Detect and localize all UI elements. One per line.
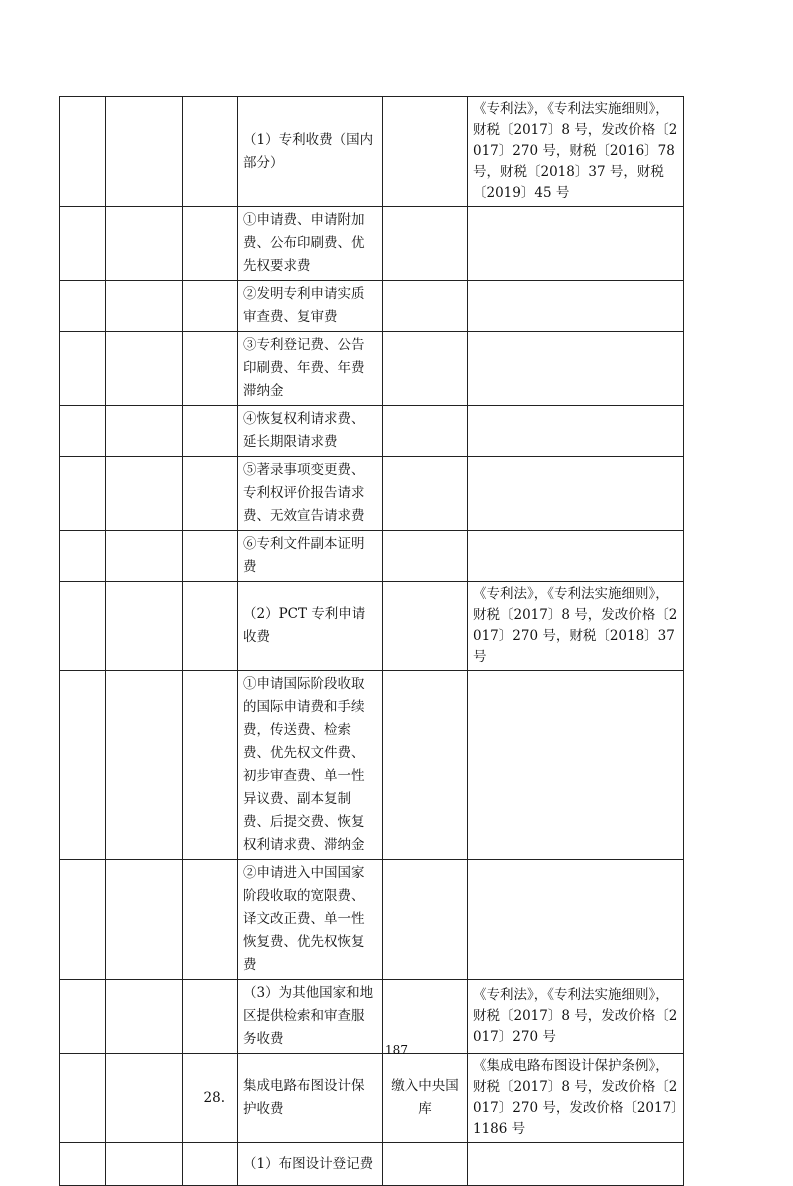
legal-basis-cell: [468, 406, 684, 457]
table-row: [60, 1143, 684, 1186]
col-a-cell: [60, 531, 106, 582]
item-number-cell: [183, 207, 238, 281]
collection-cell: [383, 457, 468, 531]
table-row: [60, 207, 684, 281]
item-number-cell: [183, 281, 238, 332]
col-b-cell: [106, 1143, 183, 1186]
collection-cell: [383, 207, 468, 281]
collection-cell: [383, 332, 468, 406]
legal-basis-cell: 《集成电路布图设计保护条例》，财税〔2017〕8 号，发改价格〔2017〕270 号，发改价格〔2017〕1186 号: [468, 1054, 684, 1143]
fee-name-cell: （1）布图设计登记费: [238, 1143, 383, 1186]
item-number-cell: [183, 582, 238, 671]
page-number: 187: [385, 1043, 408, 1057]
legal-basis-cell: 《专利法》，《专利法实施细则》，财税〔2017〕8 号，发改价格〔2017〕270 号，财税〔2016〕78 号，财税〔2018〕37 号，财税〔2019〕45 号: [468, 97, 684, 207]
legal-basis-cell: [468, 332, 684, 406]
item-number-cell: [183, 332, 238, 406]
collection-cell: [383, 671, 468, 860]
collection-cell: [383, 406, 468, 457]
col-b-cell: [106, 582, 183, 671]
col-a-cell: [60, 97, 106, 207]
col-b-cell: [106, 207, 183, 281]
table-row: [60, 531, 684, 582]
legal-basis-cell: [468, 1143, 684, 1186]
legal-basis-cell: [468, 531, 684, 582]
fee-name-cell: （2）PCT 专利申请收费: [238, 582, 383, 671]
fee-name-cell: ①申请国际阶段收取的国际申请费和手续费，传送费、检索费、优先权文件费、初步审查费、单一性异议费、副本复制费、后提交费、恢复权利请求费、滞纳金: [238, 671, 383, 860]
col-b-cell: [106, 671, 183, 860]
col-b-cell: [106, 860, 183, 980]
collection-cell: [383, 860, 468, 980]
legal-basis-cell: [468, 860, 684, 980]
fee-name-cell: ④恢复权利请求费、延长期限请求费: [238, 406, 383, 457]
table-row: [60, 332, 684, 406]
table-row: [60, 671, 684, 860]
col-a-cell: [60, 1054, 106, 1143]
fee-name-cell: ②申请进入中国国家阶段收取的宽限费、译文改正费、单一性恢复费、优先权恢复费: [238, 860, 383, 980]
legal-basis-cell: [468, 457, 684, 531]
item-number-cell: [183, 531, 238, 582]
fee-name-cell: ⑥专利文件副本证明费: [238, 531, 383, 582]
legal-basis-cell: [468, 671, 684, 860]
table-row: [60, 582, 684, 671]
col-a-cell: [60, 457, 106, 531]
item-number-cell: [183, 97, 238, 207]
legal-basis-cell: [468, 281, 684, 332]
col-a-cell: [60, 582, 106, 671]
table-row: [60, 406, 684, 457]
fee-name-cell: ③专利登记费、公告印刷费、年费、年费滞纳金: [238, 332, 383, 406]
item-number-cell: [183, 406, 238, 457]
col-a-cell: [60, 281, 106, 332]
col-a-cell: [60, 860, 106, 980]
fee-name-cell: ①申请费、申请附加费、公布印刷费、优先权要求费: [238, 207, 383, 281]
item-number-cell: 28.: [183, 1054, 238, 1143]
collection-cell: [383, 582, 468, 671]
col-a-cell: [60, 332, 106, 406]
col-a-cell: [60, 406, 106, 457]
col-b-cell: [106, 406, 183, 457]
col-b-cell: [106, 97, 183, 207]
fee-name-cell: ⑤著录事项变更费、专利权评价报告请求费、无效宣告请求费: [238, 457, 383, 531]
table-row: [60, 97, 684, 207]
fee-name-cell: ②发明专利申请实质审查费、复审费: [238, 281, 383, 332]
col-b-cell: [106, 332, 183, 406]
table-row: [60, 860, 684, 980]
fee-name-cell: （1）专利收费（国内部分）: [238, 97, 383, 207]
col-b-cell: [106, 1054, 183, 1143]
fee-table: [59, 96, 684, 1186]
legal-basis-cell: [468, 207, 684, 281]
legal-basis-cell: 《专利法》，《专利法实施细则》，财税〔2017〕8 号，发改价格〔2017〕270 号，财税〔2018〕37 号: [468, 582, 684, 671]
col-a-cell: [60, 671, 106, 860]
collection-cell: [383, 97, 468, 207]
item-number-cell: [183, 860, 238, 980]
item-number-cell: [183, 1143, 238, 1186]
fee-name-cell: （3）为其他国家和地区提供检索和审查服务收费: [238, 980, 383, 1054]
col-b-cell: [106, 531, 183, 582]
col-a-cell: [60, 207, 106, 281]
collection-cell: [383, 531, 468, 582]
col-b-cell: [106, 457, 183, 531]
item-number-cell: [183, 671, 238, 860]
item-number-cell: [183, 457, 238, 531]
table-row: [60, 281, 684, 332]
table-row: [60, 457, 684, 531]
collection-cell: 缴入中央国库: [383, 1054, 468, 1143]
col-b-cell: [106, 281, 183, 332]
collection-cell: [383, 281, 468, 332]
fee-name-cell: 集成电路布图设计保护收费: [238, 1054, 383, 1143]
table-row: [60, 1054, 684, 1143]
col-a-cell: [60, 1143, 106, 1186]
legal-basis-cell: 《专利法》，《专利法实施细则》，财税〔2017〕8 号，发改价格〔2017〕270 号: [468, 980, 684, 1054]
collection-cell: [383, 1143, 468, 1186]
